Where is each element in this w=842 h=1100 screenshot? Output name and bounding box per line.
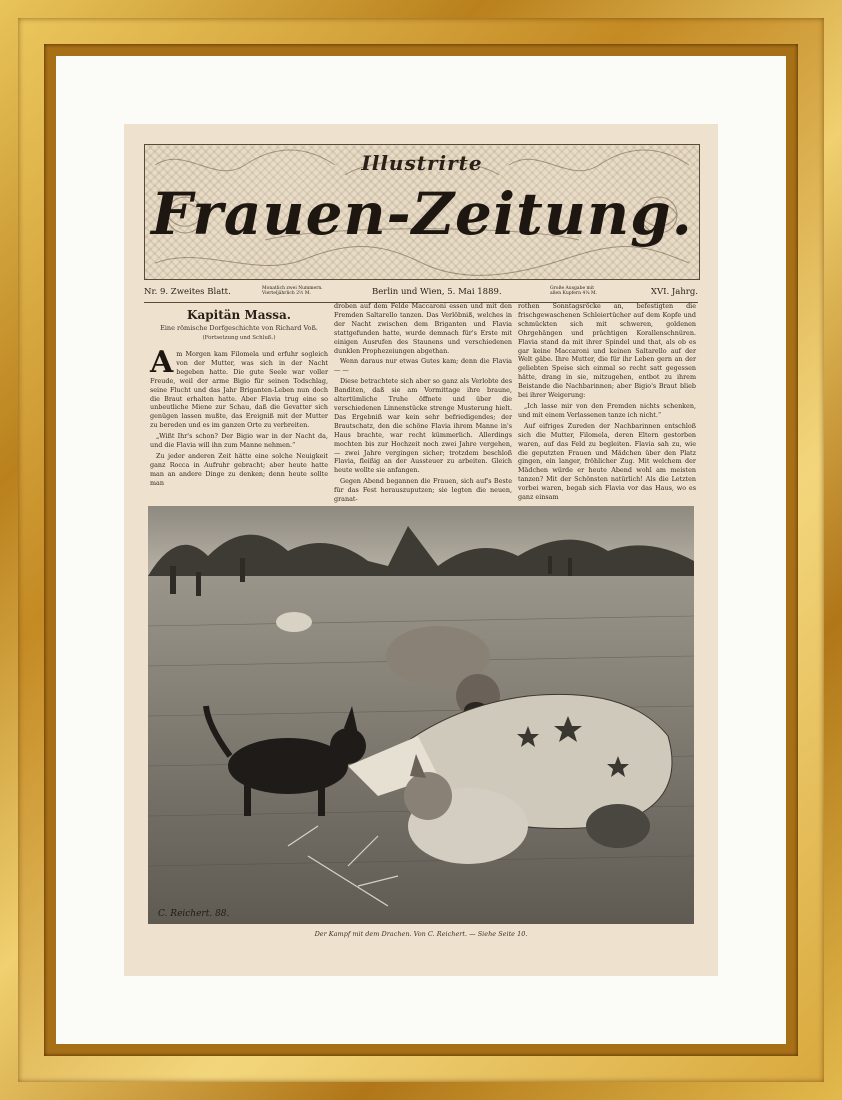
- price-note-line-2: Vierteljährlich 2½ M.: [262, 291, 311, 296]
- mat-window: [56, 56, 786, 1044]
- masthead: [144, 144, 700, 280]
- article-continuation-note: (Fortsetzung und Schluß.): [202, 335, 276, 341]
- engraving-illustration: [148, 506, 694, 924]
- engraving-caption: Der Kampf mit dem Drachen. Von C. Reichert. — Siehe Seite 10.: [314, 930, 528, 938]
- paragraph: Zu jeder anderen Zeit hätte eine solche Neuigkeit ganz Rocca in Aufruhr gebracht; aber heute hatte man an andere Dinge zu denken; denn heute sollte man: [150, 451, 328, 487]
- newspaper-page: [124, 124, 718, 976]
- issue-number: Nr. 9. Zweites Blatt.: [144, 287, 231, 297]
- paragraph: Auf eifriges Zureden der Nachbarinnen entschloß sich die Mutter, Filomela, deren Eltern gestorben waren, auf das Feld zu begleiten. Flavia sah zu, wie die geputzten Frauen und Mädchen über den Platz gingen, ein langer, fröhlicher Zug. Mit welchem der Mädchen würde er heute Abend wohl am meisten tanzen? Mit der Schönsten natürlich! Als die Letzten vorbei waren, begab sich Flavia vor das Haus, wo es ganz einsam: [518, 421, 696, 502]
- drop-cap: A: [150, 345, 174, 380]
- text-column-3: [518, 302, 696, 504]
- volume-year: XVI. Jahrg.: [650, 287, 698, 297]
- price-note-line-1: Monatlich zwei Nummern.: [262, 286, 323, 291]
- engraving-signature: C. Reichert. 88.: [158, 909, 230, 919]
- text-column-2: [334, 302, 512, 506]
- edition-note-line-2: allen Kupfern 4¼ M.: [550, 291, 598, 296]
- edition-note: [550, 286, 597, 296]
- text-column-1: [150, 345, 328, 490]
- paragraph: Am Morgen kam Filomela und erfuhr sogleich von der Mutter, was sich in der Nacht begeben hatte. Die gute Seele war voller Freude, weil der arme Bigio für seinen Todschlag, seine Flucht und das Jahr Briganten-Leben nun doch die Braut erhalten hatte. Aber Flavia trug eine so unbeutliche Miene zur Schau, daß die Gevatter sich genügen lassen mußte, das Ereigniß mit der Mutter zu bereden und es im ganzen Orte zu verbreiten.: [150, 345, 328, 430]
- price-note: [262, 286, 323, 296]
- masthead-title: Frauen-Zeitung.: [151, 180, 693, 248]
- paragraph: Diese betrachtete sich aber so ganz als Verlobte des Banditen, daß sie am Vormittage ihre braune, altertümliche Truhe öffnete und über die verschiedenen Linnenstücke strenge Musterung hielt. Das Ergebniß war kein sehr befriedigendes; der Brautschatz, den die schöne Flavia ihrem Manne in's Haus brachte, war recht kümmerlich. Allerdings mochten bis zur Hochzeit noch zwei Jahre vergehen, — zwei Jahre vergingen sicher; trotzdem beschloß Flavia, fleißig an der Aussteuer zu arbeiten. Gleich heute wollte sie anfangen.: [334, 377, 512, 475]
- paragraph: „Ich lasse mir von den Fremden nichts schenken, und mit einem Verlassenen tanze ich nicht.“: [518, 401, 696, 419]
- article-title: Kapitän Massa.: [187, 308, 291, 322]
- paragraph: Gegen Abend begannen die Frauen, sich auf's Beste für das Fest herauszuputzen; sie legten die neuen, granat-: [334, 477, 512, 504]
- edition-note-line-1: Große Ausgabe mit: [550, 286, 595, 291]
- place-date: Berlin und Wien, 5. Mai 1889.: [372, 287, 502, 297]
- engraving-dogs-scene: [148, 506, 694, 924]
- paragraph: „Wißt Ihr's schon? Der Bigio war in der Nacht da, und die Flavia will ihn zum Manne nehmen.“: [150, 432, 328, 450]
- masthead-top-line: Illustrirte: [361, 151, 483, 175]
- paragraph: droben auf dem Felde Maccaroni essen und mit den Fremden Saltarello tanzen. Das Verlöbniß, welches in der Nacht zwischen dem Briganten und Flavia stattgefunden hatte, wurde demnach für's Erste mit einigen Ausrufen des Staunens und verschiedenen dunklen Prophezeiungen abgethan.: [334, 302, 512, 355]
- issue-info-bar: [144, 284, 698, 303]
- article-subtitle: Eine römische Dorfgeschichte von Richard Voß.: [160, 324, 318, 332]
- paragraph: Wenn daraus nur etwas Gutes kam; denn die Flavia — —: [334, 357, 512, 375]
- paragraph: rothen Sonntagsröcke an, befestigten die frischgewaschenen Schleiertücher auf dem Kopfe und schmückten sich mit schweren, goldenen Ohrgehängen und prächtigen Korallenschnüren. Flavia stand da mit ihrer Spindel und that, als ob es gar keine Maccaroni und keinen Saltarello auf der Welt gäbe. Ihre Mutter, die für ihr Leben gern an der geliebten Speise sich einmal so recht satt gegessen hätte, drang in sie, mitzugehen, entbot zu ihrem Beistande die Nachbarinnen; aber Bigio's Braut blieb bei ihrer Weigerung:: [518, 302, 696, 400]
